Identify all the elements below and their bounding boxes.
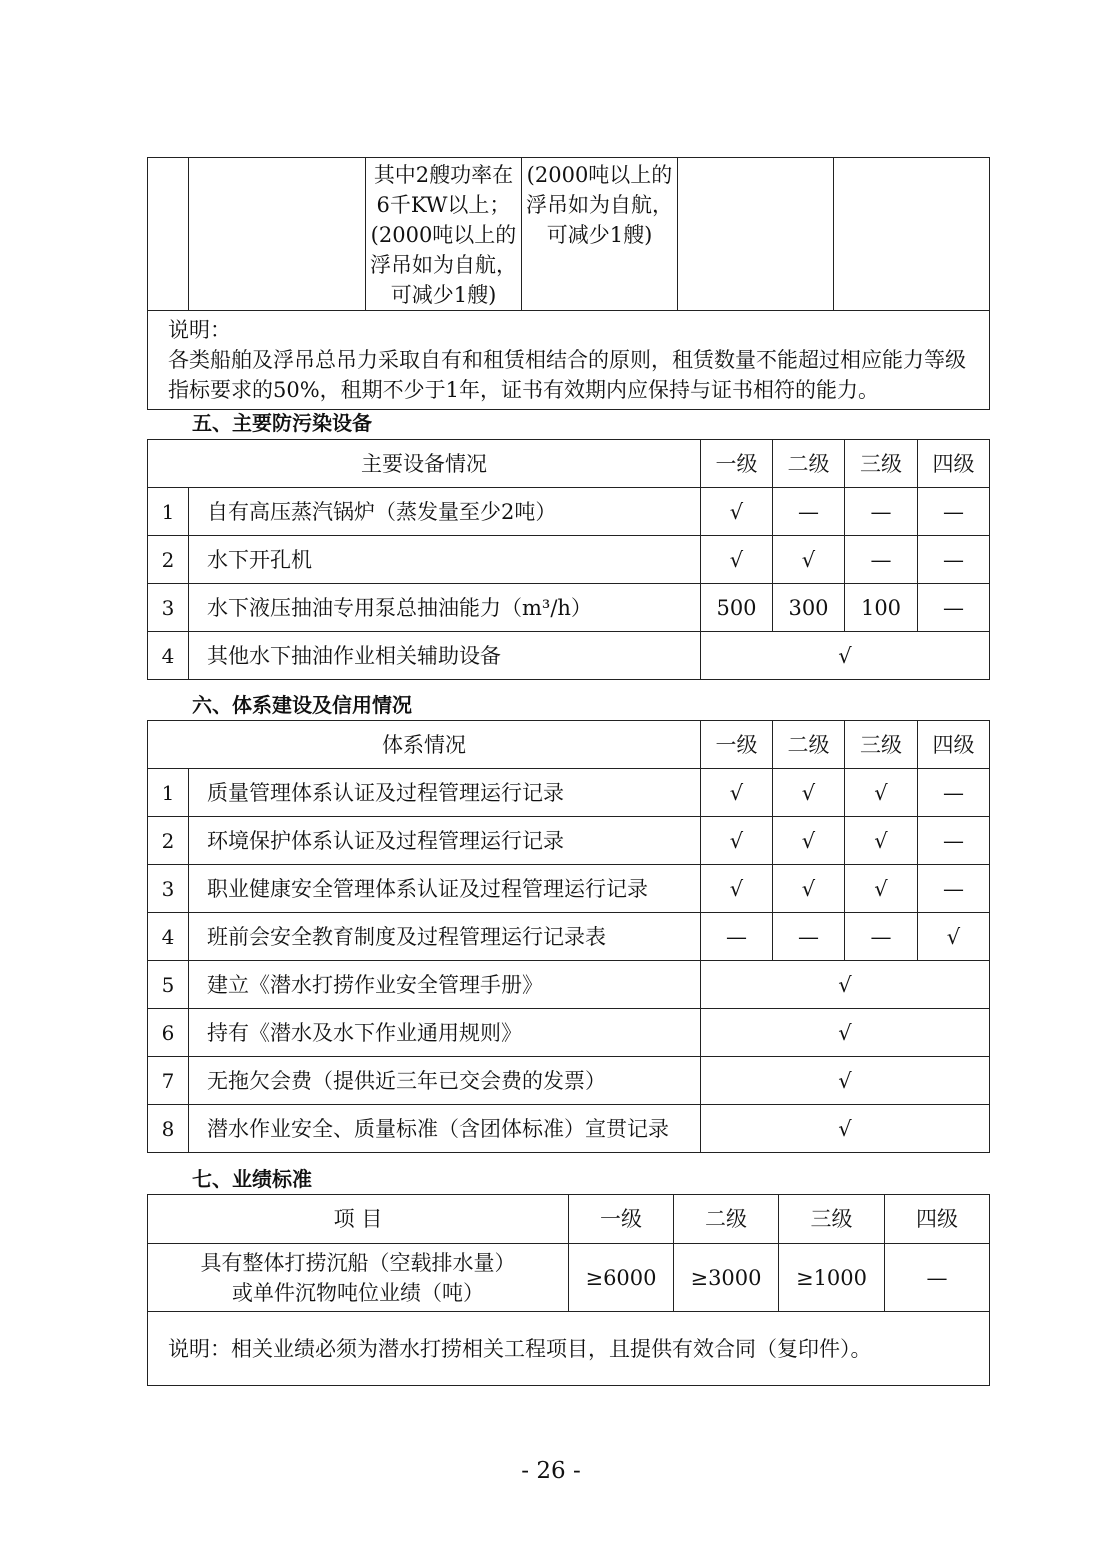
level-4-value: —: [918, 536, 990, 584]
row-item: 职业健康安全管理体系认证及过程管理运行记录: [189, 865, 701, 913]
level-4-value: —: [918, 584, 990, 632]
row-item: 潜水作业安全、质量标准（含团体标准）宣贯记录: [189, 1105, 701, 1153]
header-level-1: 一级: [569, 1195, 674, 1244]
header-level-3: 三级: [845, 721, 918, 769]
text-line: (2000吨以上的: [526, 163, 673, 187]
row-item: 无拖欠会费（提供近三年已交会费的发票）: [189, 1057, 701, 1105]
text-line: 可减少1艘): [390, 283, 497, 307]
row-number: 7: [148, 1057, 189, 1105]
row-number: 2: [148, 817, 189, 865]
header-level-4: 四级: [918, 721, 990, 769]
header-item: 主要设备情况: [148, 440, 701, 488]
level-2-value: √: [773, 769, 845, 817]
merged-level-value: √: [701, 1057, 990, 1105]
level-2-value: √: [773, 536, 845, 584]
level-2-value: √: [773, 817, 845, 865]
level-4-value: —: [885, 1244, 990, 1312]
level-4-value: —: [918, 488, 990, 536]
level-4-value: —: [918, 769, 990, 817]
row-item: 环境保护体系认证及过程管理运行记录: [189, 817, 701, 865]
text-line: 浮吊如为自航，: [526, 193, 673, 217]
requirement-cell: [522, 158, 678, 311]
row-number: 5: [148, 961, 189, 1009]
row-number: 1: [148, 769, 189, 817]
performance-note: 说明：相关业绩必须为潜水打捞相关工程项目，且提供有效合同（复印件）。: [148, 1312, 990, 1386]
level-4-value: —: [918, 865, 990, 913]
level-4-value: —: [918, 817, 990, 865]
level-3-value: √: [845, 817, 918, 865]
level-4-value: √: [918, 913, 990, 961]
row-item: 建立《潜水打捞作业安全管理手册》: [189, 961, 701, 1009]
row-item: 水下液压抽油专用泵总抽油能力（m³/h）: [189, 584, 701, 632]
row-item: 自有高压蒸汽锅炉（蒸发量至少2吨）: [189, 488, 701, 536]
level-2-value: —: [773, 913, 845, 961]
level-1-value: √: [701, 769, 773, 817]
row-item: 水下开孔机: [189, 536, 701, 584]
level-3-value: —: [845, 913, 918, 961]
section5-heading: 五、主要防污染设备: [192, 411, 372, 435]
level-3-value: √: [845, 769, 918, 817]
header-level-2: 二级: [773, 440, 845, 488]
section5-table: [147, 439, 990, 680]
text-line: 其中2艘功率在: [373, 163, 514, 187]
row-item: 质量管理体系认证及过程管理运行记录: [189, 769, 701, 817]
top-table: [147, 157, 990, 410]
empty-cell: [834, 158, 990, 311]
merged-level-value: √: [701, 1009, 990, 1057]
requirement-cell: [366, 158, 522, 311]
header-level-2: 二级: [773, 721, 845, 769]
level-3-value: —: [845, 488, 918, 536]
row-number: 1: [148, 488, 189, 536]
section7-heading: 七、业绩标准: [192, 1167, 312, 1191]
merged-level-value: √: [701, 961, 990, 1009]
row-number: 4: [148, 632, 189, 680]
empty-cell: [678, 158, 834, 311]
header-level-4: 四级: [918, 440, 990, 488]
level-2-value: √: [773, 865, 845, 913]
note-cell: [148, 311, 990, 410]
header-level-3: 三级: [845, 440, 918, 488]
level-2-value: 300: [773, 584, 845, 632]
header-level-2: 二级: [674, 1195, 779, 1244]
text-line: 具有整体打捞沉船（空载排水量）: [200, 1250, 516, 1275]
level-3-value: —: [845, 536, 918, 584]
merged-level-value: √: [701, 1105, 990, 1153]
row-number: 6: [148, 1009, 189, 1057]
section7-table: [147, 1194, 990, 1386]
section6-heading: 六、体系建设及信用情况: [192, 693, 412, 717]
level-2-value: ≥3000: [674, 1244, 779, 1312]
performance-item: [148, 1244, 569, 1312]
row-item: 其他水下抽油作业相关辅助设备: [189, 632, 701, 680]
empty-cell: [189, 158, 366, 311]
header-level-4: 四级: [885, 1195, 990, 1244]
text-line: 浮吊如为自航，: [370, 253, 517, 277]
row-number: 2: [148, 536, 189, 584]
header-level-1: 一级: [701, 721, 773, 769]
empty-cell: [148, 158, 189, 311]
header-level-1: 一级: [701, 440, 773, 488]
level-1-value: √: [701, 488, 773, 536]
note-text: 各类船舶及浮吊总吊力采取自有和租赁相结合的原则，租赁数量不能超过相应能力等级指标要求的50%，租期不少于1年，证书有效期内应保持与证书相符的能力。: [168, 348, 966, 402]
level-1-value: √: [701, 865, 773, 913]
text-line: (2000吨以上的: [370, 223, 517, 247]
row-item: 持有《潜水及水下作业通用规则》: [189, 1009, 701, 1057]
row-number: 3: [148, 584, 189, 632]
section6-table: [147, 720, 990, 1153]
text-line: 可减少1艘): [546, 223, 653, 247]
level-3-value: ≥1000: [779, 1244, 885, 1312]
level-3-value: 100: [845, 584, 918, 632]
row-number: 3: [148, 865, 189, 913]
note-title: 说明：: [168, 318, 231, 342]
level-1-value: 500: [701, 584, 773, 632]
page-number: - 26 -: [521, 1458, 581, 1484]
header-level-3: 三级: [779, 1195, 885, 1244]
text-line: 或单件沉物吨位业绩（吨）: [232, 1280, 484, 1305]
header-item: 体系情况: [148, 721, 701, 769]
row-number: 8: [148, 1105, 189, 1153]
header-item: 项 目: [148, 1195, 569, 1244]
level-2-value: —: [773, 488, 845, 536]
text-line: 6千KW以上；: [376, 193, 511, 217]
merged-level-value: √: [701, 632, 990, 680]
level-1-value: √: [701, 817, 773, 865]
row-item: 班前会安全教育制度及过程管理运行记录表: [189, 913, 701, 961]
level-1-value: —: [701, 913, 773, 961]
row-number: 4: [148, 913, 189, 961]
level-1-value: √: [701, 536, 773, 584]
level-3-value: √: [845, 865, 918, 913]
level-1-value: ≥6000: [569, 1244, 674, 1312]
